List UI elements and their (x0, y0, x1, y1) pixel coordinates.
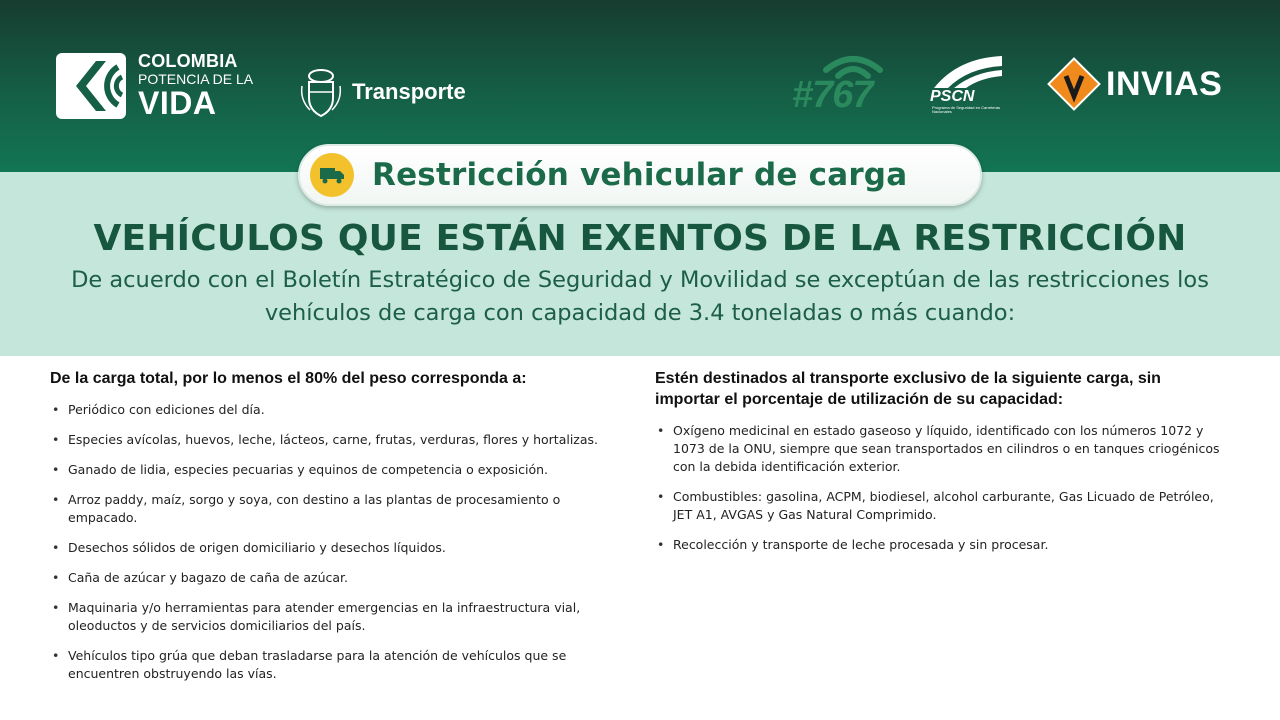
list-item: • Arroz paddy, maíz, sorgo y soya, con destino a las plantas de procesamiento o empacado. (50, 491, 610, 527)
logo-transporte-label: Transporte (352, 79, 466, 104)
list-item: • Combustibles: gasolina, ACPM, biodiesel, alcohol carburante, Gas Licuado de Petróleo, JET A1, AVGAS y Gas Natural Comprimido. (655, 488, 1225, 524)
list-item: • Ganado de lidia, especies pecuarias y equinos de competencia o exposición. (50, 461, 610, 479)
subtitle-line-1: De acuerdo con el Boletín Estratégico de Seguridad y Movilidad se exceptúan de las restricciones los (71, 267, 1209, 293)
coat-of-arms-icon (298, 66, 344, 118)
list-item: • Oxígeno medicinal en estado gaseoso y líquido, identificado con los números 1072 y 1073 de la ONU, siempre que sean transportados en cilindros o en tanques criogénicos con la debida identificación exterior. (655, 422, 1225, 476)
invias-logo (1046, 56, 1222, 112)
right-column-heading: Estén destinados al transporte exclusivo de la siguiente carga, sin importar el porcentaje de utilización de su capacidad: (655, 370, 1161, 408)
logo-colombia-line3: VIDA (138, 85, 217, 121)
invias-diamond-icon (1046, 56, 1102, 112)
page-subtitle (40, 264, 1240, 330)
colombia-potencia-mark-icon (56, 53, 126, 119)
logo-767-number: #767 (792, 74, 873, 116)
restriction-pill (298, 144, 982, 206)
colombia-potencia-logo (56, 52, 253, 119)
left-list (50, 401, 610, 683)
list-item: • Especies avícolas, huevos, leche, lácteos, carne, frutas, verduras, flores y hortalizas. (50, 431, 610, 449)
truck-icon (310, 153, 354, 197)
logo-pscn-subtitle: Programa de Seguridad en Carreteras Nacionales (932, 105, 1001, 115)
logo-colombia-line1: COLOMBIA (138, 51, 238, 71)
list-item: • Desechos sólidos de origen domiciliario y desechos líquidos. (50, 539, 610, 557)
list-item: • Maquinaria y/o herramientas para atender emergencias en la infraestructura vial, oleoductos y de servicios domiciliarios del país. (50, 599, 610, 635)
page-title: VEHÍCULOS QUE ESTÁN EXENTOS DE LA RESTRICCIÓN (93, 218, 1187, 259)
pill-title: Restricción vehicular de carga (372, 157, 908, 193)
list-item: • Caña de azúcar y bagazo de caña de azúcar. (50, 569, 610, 587)
line-767-logo (792, 52, 888, 118)
left-column-heading: De la carga total, por lo menos el 80% del peso corresponda a: (50, 370, 527, 387)
left-column (50, 368, 610, 695)
subtitle-line-2: vehículos de carga con capacidad de 3.4 toneladas o más cuando: (264, 300, 1016, 326)
right-column (655, 368, 1225, 566)
pscn-road-icon (928, 54, 1004, 90)
list-item: • Recolección y transporte de leche procesada y sin procesar. (655, 536, 1225, 554)
logo-invias-label: INVIAS (1106, 64, 1223, 103)
list-item: • Vehículos tipo grúa que deban trasladarse para la atención de vehículos que se encuentren obstruyendo las vías. (50, 647, 610, 683)
logo-colombia-line2: POTENCIA DE LA (138, 71, 254, 87)
transporte-logo (298, 66, 466, 118)
right-list (655, 422, 1225, 554)
logo-pscn-name: PSCN (930, 88, 975, 105)
list-item: • Periódico con ediciones del día. (50, 401, 610, 419)
pscn-logo (928, 54, 1004, 116)
